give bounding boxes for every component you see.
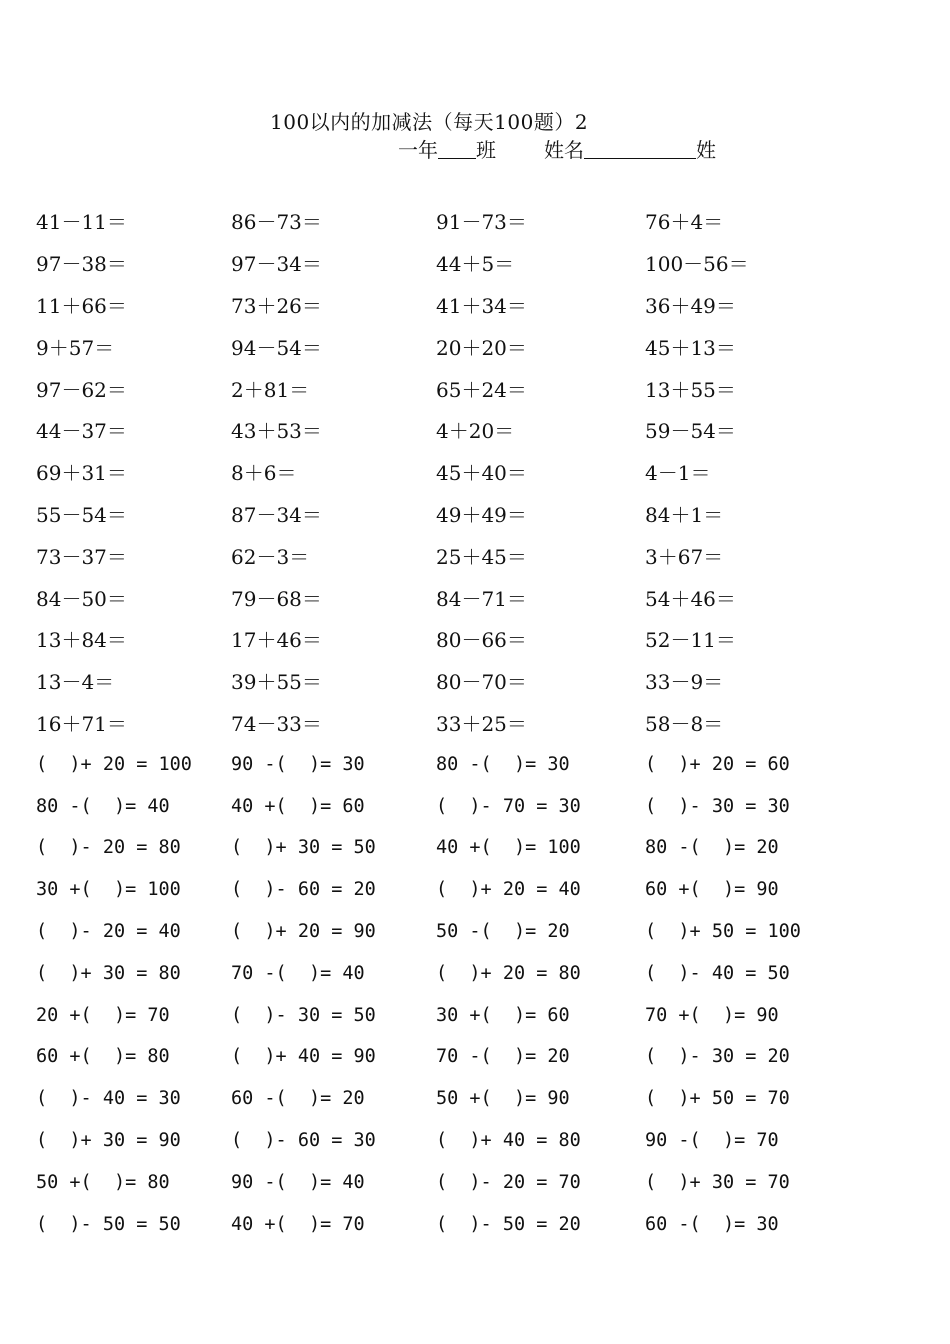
math-problem: ( )- 20 = 40 bbox=[36, 920, 181, 942]
math-problem: 80－66＝ bbox=[436, 628, 527, 653]
math-problem: 73－37＝ bbox=[36, 544, 127, 569]
math-problem: 69＋31＝ bbox=[36, 461, 127, 486]
math-problem: ( )+ 30 = 90 bbox=[36, 1129, 181, 1151]
math-problem: 44＋5＝ bbox=[436, 252, 515, 277]
math-problem: 65＋24＝ bbox=[436, 377, 527, 402]
math-problem: 80 -( )= 20 bbox=[645, 837, 779, 859]
problem-row bbox=[36, 1120, 865, 1162]
math-problem: 30 +( )= 100 bbox=[36, 879, 181, 901]
math-problem: 90 -( )= 70 bbox=[645, 1129, 779, 1151]
problem-row bbox=[36, 827, 865, 869]
problem-row bbox=[36, 409, 865, 451]
math-problem: 87－34＝ bbox=[231, 502, 322, 527]
math-problem: ( )- 30 = 30 bbox=[645, 795, 790, 817]
math-problem: ( )+ 50 = 70 bbox=[645, 1088, 790, 1110]
problem-row bbox=[36, 1036, 865, 1078]
math-problem: 60 +( )= 80 bbox=[36, 1046, 170, 1068]
math-problem: ( )+ 30 = 50 bbox=[231, 837, 376, 859]
math-problem: 20＋20＝ bbox=[436, 335, 527, 360]
math-problem: ( )- 50 = 20 bbox=[436, 1213, 581, 1235]
math-problem: ( )+ 20 = 80 bbox=[436, 962, 581, 984]
math-problem: 90 -( )= 40 bbox=[231, 1171, 365, 1193]
problem-row bbox=[36, 869, 865, 911]
math-problem: 33＋25＝ bbox=[436, 711, 527, 736]
problem-row bbox=[36, 702, 865, 744]
problem-row bbox=[36, 576, 865, 618]
problem-row bbox=[36, 952, 865, 994]
math-problem: ( )+ 50 = 100 bbox=[645, 920, 801, 942]
math-problem: 70 +( )= 90 bbox=[645, 1004, 779, 1026]
math-problem: ( )+ 20 = 40 bbox=[436, 879, 581, 901]
math-problem: 79－68＝ bbox=[231, 586, 322, 611]
problem-row bbox=[36, 451, 865, 493]
problem-row bbox=[36, 660, 865, 702]
math-problem: ( )- 20 = 80 bbox=[36, 837, 181, 859]
math-problem: 40 +( )= 100 bbox=[436, 837, 581, 859]
math-problem: ( )- 30 = 50 bbox=[231, 1004, 376, 1026]
problem-row bbox=[36, 493, 865, 535]
math-problem: 94－54＝ bbox=[231, 335, 322, 360]
math-problem: 45＋13＝ bbox=[645, 335, 736, 360]
math-problem: 52－11＝ bbox=[645, 628, 736, 653]
grade-label: 一年 bbox=[398, 138, 438, 162]
student-info-line bbox=[398, 134, 716, 163]
class-label: 班 bbox=[476, 138, 496, 162]
math-problem: 55－54＝ bbox=[36, 502, 127, 527]
math-problem: 80 -( )= 30 bbox=[436, 753, 570, 775]
math-problem: ( )- 40 = 30 bbox=[36, 1088, 181, 1110]
math-problem: ( )- 20 = 70 bbox=[436, 1171, 581, 1193]
math-problem: 13－4＝ bbox=[36, 670, 115, 695]
math-problem: 33－9＝ bbox=[645, 670, 724, 695]
name-blank[interactable] bbox=[584, 138, 696, 159]
math-problem: ( )+ 40 = 90 bbox=[231, 1046, 376, 1068]
problem-row bbox=[36, 1078, 865, 1120]
math-problem: ( )- 70 = 30 bbox=[436, 795, 581, 817]
math-problem: 54＋46＝ bbox=[645, 586, 736, 611]
math-problem: 74－33＝ bbox=[231, 711, 322, 736]
math-problem: 13＋55＝ bbox=[645, 377, 736, 402]
math-problem: 30 +( )= 60 bbox=[436, 1004, 570, 1026]
math-problem: 86－73＝ bbox=[231, 210, 322, 235]
math-problem: 84－71＝ bbox=[436, 586, 527, 611]
math-problem: 97－34＝ bbox=[231, 252, 322, 277]
worksheet-title: 100以内的加减法（每天100题）2 bbox=[270, 110, 589, 134]
math-problem: 13＋84＝ bbox=[36, 628, 127, 653]
problem-row bbox=[36, 367, 865, 409]
problem-grid bbox=[36, 200, 865, 1245]
math-problem: 60 +( )= 90 bbox=[645, 879, 779, 901]
math-problem: ( )- 40 = 50 bbox=[645, 962, 790, 984]
math-problem: ( )+ 20 = 60 bbox=[645, 753, 790, 775]
math-problem: 25＋45＝ bbox=[436, 544, 527, 569]
math-problem: ( )+ 40 = 80 bbox=[436, 1129, 581, 1151]
math-problem: 97－62＝ bbox=[36, 377, 127, 402]
problem-row bbox=[36, 911, 865, 953]
math-problem: 49＋49＝ bbox=[436, 502, 527, 527]
problem-row bbox=[36, 618, 865, 660]
name-label: 姓名 bbox=[544, 138, 584, 162]
math-problem: ( )+ 20 = 100 bbox=[36, 753, 192, 775]
math-problem: 59－54＝ bbox=[645, 419, 736, 444]
math-problem: 50 +( )= 80 bbox=[36, 1171, 170, 1193]
math-problem: 36＋49＝ bbox=[645, 293, 736, 318]
math-problem: 11＋66＝ bbox=[36, 293, 127, 318]
math-problem: 2＋81＝ bbox=[231, 377, 310, 402]
math-problem: 16＋71＝ bbox=[36, 711, 127, 736]
math-problem: 40 +( )= 70 bbox=[231, 1213, 365, 1235]
math-problem: 4－1＝ bbox=[645, 461, 711, 486]
math-problem: ( )- 50 = 50 bbox=[36, 1213, 181, 1235]
math-problem: 100－56＝ bbox=[645, 252, 749, 277]
math-problem: 84＋1＝ bbox=[645, 502, 724, 527]
math-problem: 73＋26＝ bbox=[231, 293, 322, 318]
math-problem: ( )+ 30 = 70 bbox=[645, 1171, 790, 1193]
math-problem: 41－11＝ bbox=[36, 210, 127, 235]
problem-row bbox=[36, 200, 865, 242]
math-problem: 40 +( )= 60 bbox=[231, 795, 365, 817]
math-problem: 4＋20＝ bbox=[436, 419, 515, 444]
math-problem: 50 -( )= 20 bbox=[436, 920, 570, 942]
math-problem: ( )+ 30 = 80 bbox=[36, 962, 181, 984]
math-problem: 80 -( )= 40 bbox=[36, 795, 170, 817]
problem-row bbox=[36, 325, 865, 367]
math-problem: 44－37＝ bbox=[36, 419, 127, 444]
math-problem: 76＋4＝ bbox=[645, 210, 724, 235]
problem-row bbox=[36, 785, 865, 827]
problem-row bbox=[36, 284, 865, 326]
math-problem: 20 +( )= 70 bbox=[36, 1004, 170, 1026]
problem-row bbox=[36, 1161, 865, 1203]
math-problem: 17＋46＝ bbox=[231, 628, 322, 653]
math-problem: 91－73＝ bbox=[436, 210, 527, 235]
math-problem: 8＋6＝ bbox=[231, 461, 297, 486]
math-problem: 90 -( )= 30 bbox=[231, 753, 365, 775]
class-blank[interactable] bbox=[438, 138, 476, 159]
math-problem: 3＋67＝ bbox=[645, 544, 724, 569]
math-problem: 62－3＝ bbox=[231, 544, 310, 569]
math-problem: 39＋55＝ bbox=[231, 670, 322, 695]
problem-row bbox=[36, 534, 865, 576]
math-problem: 41＋34＝ bbox=[436, 293, 527, 318]
problem-row bbox=[36, 1203, 865, 1245]
math-problem: 97－38＝ bbox=[36, 252, 127, 277]
math-problem: ( )- 60 = 30 bbox=[231, 1129, 376, 1151]
math-problem: 70 -( )= 40 bbox=[231, 962, 365, 984]
math-problem: 80－70＝ bbox=[436, 670, 527, 695]
math-problem: ( )- 30 = 20 bbox=[645, 1046, 790, 1068]
math-problem: 60 -( )= 20 bbox=[231, 1088, 365, 1110]
problem-row bbox=[36, 994, 865, 1036]
math-problem: ( )- 60 = 20 bbox=[231, 879, 376, 901]
math-problem: 70 -( )= 20 bbox=[436, 1046, 570, 1068]
math-problem: 43＋53＝ bbox=[231, 419, 322, 444]
name-suffix: 姓 bbox=[696, 138, 716, 162]
math-problem: 84－50＝ bbox=[36, 586, 127, 611]
math-problem: 45＋40＝ bbox=[436, 461, 527, 486]
math-problem: 60 -( )= 30 bbox=[645, 1213, 779, 1235]
math-problem: 9＋57＝ bbox=[36, 335, 115, 360]
math-problem: 58－8＝ bbox=[645, 711, 724, 736]
math-problem: 50 +( )= 90 bbox=[436, 1088, 570, 1110]
problem-row bbox=[36, 743, 865, 785]
problem-row bbox=[36, 242, 865, 284]
math-problem: ( )+ 20 = 90 bbox=[231, 920, 376, 942]
